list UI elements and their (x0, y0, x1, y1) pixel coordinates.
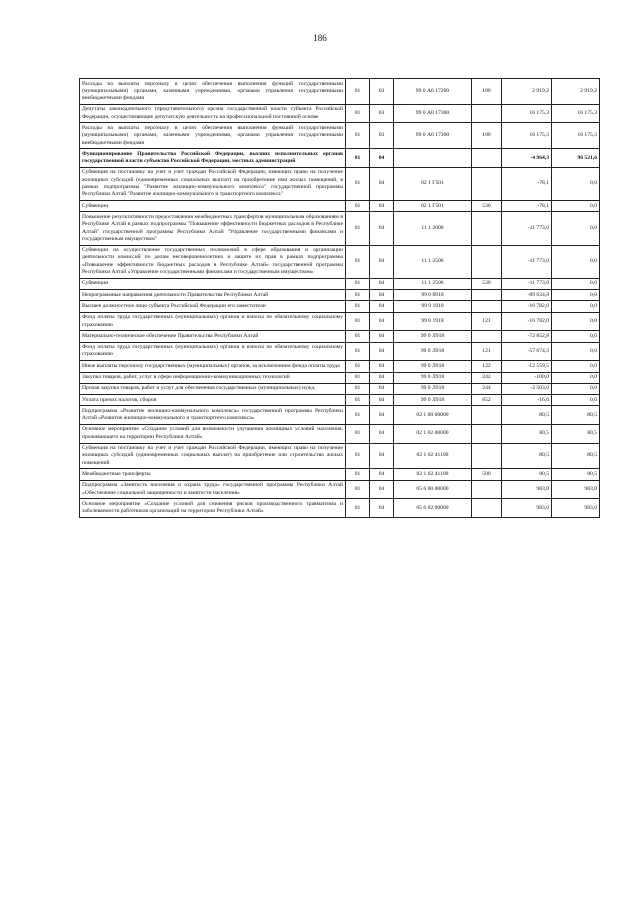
row-amount-total: 16 175,3 (552, 123, 600, 149)
row-target-article: 05 6 00 00000 (394, 480, 472, 499)
row-target-article: 99 0 А0 17200 (394, 79, 472, 105)
row-name: Основное мероприятие «Создание условий для снижения рисков производственного травматизма и заболеваемости работников организаций на территории Республики Алтай» (80, 499, 346, 518)
row-amount-change: -11 773,0 (502, 245, 552, 278)
table-row (80, 290, 600, 301)
row-expense-type: 530 (472, 278, 502, 289)
row-expense-type (472, 104, 502, 123)
row-subsection: 04 (370, 331, 394, 342)
row-subsection: 04 (370, 383, 394, 394)
table-row (80, 123, 600, 149)
row-name: Непрограммные направления деятельности Правительства Республики Алтай (80, 290, 346, 301)
row-subsection: 04 (370, 245, 394, 278)
table-row (80, 395, 600, 406)
row-name: Субвенции (80, 278, 346, 289)
row-expense-type: 852 (472, 395, 502, 406)
row-subsection: 04 (370, 201, 394, 212)
row-expense-type: 100 (472, 123, 502, 149)
row-amount-change: -11 773,0 (502, 212, 552, 245)
row-amount-change: -16,0 (502, 395, 552, 406)
row-section: 01 (346, 290, 370, 301)
row-target-article: 99 0 1918 (394, 312, 472, 331)
row-subsection: 04 (370, 167, 394, 200)
row-name: Подпрограмма «Занятость населения и охрана труда» государственной программы Республики Алтай «Обеспечение социальной защищенности и занятости населения» (80, 480, 346, 499)
row-amount-change: -57 674,3 (502, 342, 552, 361)
row-amount-total: 983,0 (552, 480, 600, 499)
row-amount-change: 983,0 (502, 499, 552, 518)
table-row (80, 480, 600, 499)
row-target-article: 02 1 02 41100 (394, 443, 472, 469)
row-section: 01 (346, 212, 370, 245)
row-subsection: 03 (370, 104, 394, 123)
row-target-article: 11 1 2000 (394, 212, 472, 245)
row-section: 01 (346, 372, 370, 383)
row-subsection: 04 (370, 312, 394, 331)
row-expense-type: 100 (472, 79, 502, 105)
row-amount-change: 2 919,2 (502, 79, 552, 105)
row-subsection: 04 (370, 406, 394, 425)
row-section: 01 (346, 331, 370, 342)
row-amount-total: 983,0 (552, 499, 600, 518)
row-amount-total: 0,0 (552, 301, 600, 312)
row-amount-total: 0,0 (552, 278, 600, 289)
row-section: 01 (346, 469, 370, 480)
row-amount-change: -4 964,3 (502, 149, 552, 168)
row-expense-type (472, 331, 502, 342)
row-expense-type (472, 245, 502, 278)
row-section: 01 (346, 201, 370, 212)
row-amount-total: 0,0 (552, 361, 600, 372)
row-target-article: 99 0 А0 17300 (394, 104, 472, 123)
table-row (80, 469, 600, 480)
row-target-article: 99 0 Л918 (394, 331, 472, 342)
row-section: 01 (346, 406, 370, 425)
table-row (80, 443, 600, 469)
row-amount-change: -11 773,0 (502, 278, 552, 289)
row-subsection: 04 (370, 499, 394, 518)
row-amount-total: 0,0 (552, 372, 600, 383)
row-target-article (394, 149, 472, 168)
row-amount-change: -72 852,8 (502, 331, 552, 342)
row-amount-total: 0,0 (552, 342, 600, 361)
row-name: Основное мероприятие «Создание условий для возможности улучшения жилищных условий населения, проживающего на территории Республики Алтай» (80, 424, 346, 443)
row-expense-type: 121 (472, 342, 502, 361)
row-amount-total: 0,0 (552, 201, 600, 212)
table-row (80, 342, 600, 361)
row-expense-type: 244 (472, 383, 502, 394)
row-section: 01 (346, 278, 370, 289)
row-amount-change: 16 175,3 (502, 104, 552, 123)
row-amount-total: 80,5 (552, 443, 600, 469)
row-subsection: 03 (370, 79, 394, 105)
row-target-article: 02 1 Г501 (394, 201, 472, 212)
row-expense-type (472, 149, 502, 168)
row-name: Депутаты законодательного (представительного) органа государственной власти субъекта Российской Федерации, осуществляющие депутатскую деятельность на профессиональной постоянной основе (80, 104, 346, 123)
row-amount-total: 0,0 (552, 290, 600, 301)
row-section: 01 (346, 342, 370, 361)
row-subsection: 04 (370, 372, 394, 383)
row-section: 01 (346, 424, 370, 443)
row-section: 01 (346, 245, 370, 278)
row-amount-total: 96 521,6 (552, 149, 600, 168)
row-expense-type (472, 499, 502, 518)
row-section: 01 (346, 123, 370, 149)
row-amount-total: 0,0 (552, 167, 600, 200)
row-target-article: 11 1 2506 (394, 278, 472, 289)
table-row (80, 201, 600, 212)
row-expense-type (472, 301, 502, 312)
table-row (80, 424, 600, 443)
row-amount-change: 80,5 (502, 406, 552, 425)
row-subsection: 04 (370, 361, 394, 372)
row-section: 01 (346, 167, 370, 200)
row-target-article: 11 1 2506 (394, 245, 472, 278)
row-subsection: 04 (370, 290, 394, 301)
row-target-article: 99 0 Л918 (394, 383, 472, 394)
row-expense-type: 242 (472, 372, 502, 383)
table-row (80, 301, 600, 312)
row-target-article: 99 0 Л918 (394, 372, 472, 383)
row-expense-type (472, 212, 502, 245)
row-name: Высшее должностное лицо субъекта Российской Федерации его заместители (80, 301, 346, 312)
row-section: 01 (346, 149, 370, 168)
row-expense-type: 122 (472, 361, 502, 372)
row-amount-change: 80,5 (502, 443, 552, 469)
table-row (80, 499, 600, 518)
row-expense-type (472, 406, 502, 425)
row-expense-type (472, 480, 502, 499)
row-name: Закупка товаров, работ, услуг в сфере информационно-коммуникационных технологий (80, 372, 346, 383)
row-name: Фонд оплаты труда государственных (муниципальных) органов и взносы по обязательному социальному страхованию (80, 342, 346, 361)
row-amount-change: -2 503,0 (502, 383, 552, 394)
row-amount-total: 0,0 (552, 212, 600, 245)
row-subsection: 04 (370, 395, 394, 406)
row-name: Субвенции на осуществление государственных полномочий в сфере образования и организации деятельности комиссий по делам несовершеннолетних и защите их прав в рамках подпрограммы «Повышение эффективности бюджетных расходов в Республике Алтай» государственной программы Республики Алтай «Управление государственными финансами и государственным имуществом» (80, 245, 346, 278)
row-name: Повышение результативности предоставления межбюджетных трансфертов муниципальным образованиям в Республике Алтай в рамках подпрограммы "Повышение эффективности бюджетных расходов в Республике Алтай" государственной программы Республики Алтай "Управление государственными финансами и государственным имуществом" (80, 212, 346, 245)
row-target-article: 99 0 Л918 (394, 395, 472, 406)
row-section: 01 (346, 79, 370, 105)
row-section: 01 (346, 312, 370, 331)
row-target-article: 99 0 А0 17300 (394, 123, 472, 149)
row-expense-type (472, 424, 502, 443)
row-expense-type: 530 (472, 201, 502, 212)
row-target-article: 99 0 Л918 (394, 361, 472, 372)
row-amount-total: 16 175,3 (552, 104, 600, 123)
row-section: 01 (346, 383, 370, 394)
row-amount-total: 80,5 (552, 406, 600, 425)
row-amount-total: 80,5 (552, 424, 600, 443)
row-amount-change: 983,0 (502, 480, 552, 499)
row-target-article: 02 1 02 00000 (394, 424, 472, 443)
table-row (80, 331, 600, 342)
row-target-article: 99 0 Л918 (394, 342, 472, 361)
row-section: 01 (346, 443, 370, 469)
row-subsection: 04 (370, 278, 394, 289)
row-subsection: 04 (370, 342, 394, 361)
row-subsection: 04 (370, 424, 394, 443)
row-target-article: 05 6 02 00000 (394, 499, 472, 518)
table-row (80, 79, 600, 105)
row-subsection: 03 (370, 123, 394, 149)
row-subsection: 04 (370, 149, 394, 168)
row-amount-change: 16 175,3 (502, 123, 552, 149)
table-row (80, 212, 600, 245)
row-amount-total: 0,0 (552, 312, 600, 331)
table-row (80, 167, 600, 200)
table-row (80, 104, 600, 123)
row-section: 01 (346, 361, 370, 372)
row-name: Межбюджетные трансферты (80, 469, 346, 480)
table-row (80, 406, 600, 425)
table-row (80, 372, 600, 383)
row-name: Уплата прочих налогов, сборов (80, 395, 346, 406)
row-amount-change: -78,1 (502, 167, 552, 200)
row-section: 01 (346, 301, 370, 312)
table-row (80, 312, 600, 331)
row-amount-total: 0,0 (552, 395, 600, 406)
row-name: Субвенция на постановку на учет и учет граждан Российской Федерации, имеющих право на получение жилищных субсидий (единовременных социальных выплат) на приобретение или строительство жилых помещений (80, 443, 346, 469)
row-amount-total: 0,0 (552, 383, 600, 394)
table-row (80, 149, 600, 168)
row-name: Материально-техническое обеспечение Правительства Республики Алтай (80, 331, 346, 342)
row-section: 01 (346, 395, 370, 406)
row-amount-total: 2 919,2 (552, 79, 600, 105)
row-amount-change: 80,5 (502, 424, 552, 443)
row-amount-change: -16 782,0 (502, 301, 552, 312)
row-amount-change: -89 634,8 (502, 290, 552, 301)
row-subsection: 04 (370, 301, 394, 312)
table-row (80, 361, 600, 372)
row-amount-change: -16 782,0 (502, 312, 552, 331)
row-expense-type: 121 (472, 312, 502, 331)
row-name: Расходы на выплаты персоналу в целях обеспечения выполнения функций государственными (муниципальными) органами, казенными учреждениями, органами управления государственными внебюджетными фондами (80, 123, 346, 149)
row-name: Субвенция на постановку на учет и учет граждан Российской Федерации, имеющих право на получение жилищных субсидий (единовременных социальных выплат) на приобретение ими жилых помещений, в рамках подпрограммы "Развитие жилищно-коммунального комплекса" государственной программы Республики Алтай "Развитие жилищно-коммунального и транспортного комплекса" (80, 167, 346, 200)
row-target-article: 99 0 0918 (394, 290, 472, 301)
row-name: Подпрограмма «Развитие жилищно-коммунального комплекса» государственной программы Республики Алтай «Развитие жилищно-коммунального и транспортного комплекса» (80, 406, 346, 425)
row-target-article: 99 0 1918 (394, 301, 472, 312)
row-name: Функционирование Правительства Российской Федерации, высших исполнительных органов государственной власти субъектов Российской Федерации, местных администраций (80, 149, 346, 168)
row-amount-change: 80,5 (502, 469, 552, 480)
row-section: 01 (346, 480, 370, 499)
page-number: 186 (313, 33, 327, 43)
row-name: Фонд оплаты труда государственных (муниципальных) органов и взносы по обязательному социальному страхованию (80, 312, 346, 331)
row-amount-change: -12 559,5 (502, 361, 552, 372)
row-target-article: 02 1 00 00000 (394, 406, 472, 425)
table-row (80, 278, 600, 289)
row-section: 01 (346, 499, 370, 518)
row-name: Расходы на выплаты персоналу в целях обеспечения выполнения функций государственными (муниципальными) органами, казенными учреждениями, органами управления государственными внебюджетными фондами (80, 79, 346, 105)
row-subsection: 04 (370, 480, 394, 499)
row-target-article: 02 1 Г501 (394, 167, 472, 200)
row-expense-type: 500 (472, 469, 502, 480)
row-subsection: 04 (370, 469, 394, 480)
row-expense-type (472, 167, 502, 200)
row-target-article: 02 1 02 41100 (394, 469, 472, 480)
row-amount-total: 0,0 (552, 245, 600, 278)
budget-table (79, 78, 600, 518)
row-name: Иные выплаты персоналу государственных (муниципальных) органов, за исключением фонда оплаты труда (80, 361, 346, 372)
row-amount-change: -78,1 (502, 201, 552, 212)
row-amount-change: -100,0 (502, 372, 552, 383)
row-amount-total: 80,5 (552, 469, 600, 480)
table-row (80, 383, 600, 394)
row-name: Субвенции (80, 201, 346, 212)
row-section: 01 (346, 104, 370, 123)
row-expense-type (472, 290, 502, 301)
row-subsection: 04 (370, 443, 394, 469)
row-subsection: 04 (370, 212, 394, 245)
row-expense-type (472, 443, 502, 469)
row-name: Прочая закупка товаров, работ и услуг для обеспечения государственных (муниципальных) нужд (80, 383, 346, 394)
table-row (80, 245, 600, 278)
row-amount-total: 0,0 (552, 331, 600, 342)
